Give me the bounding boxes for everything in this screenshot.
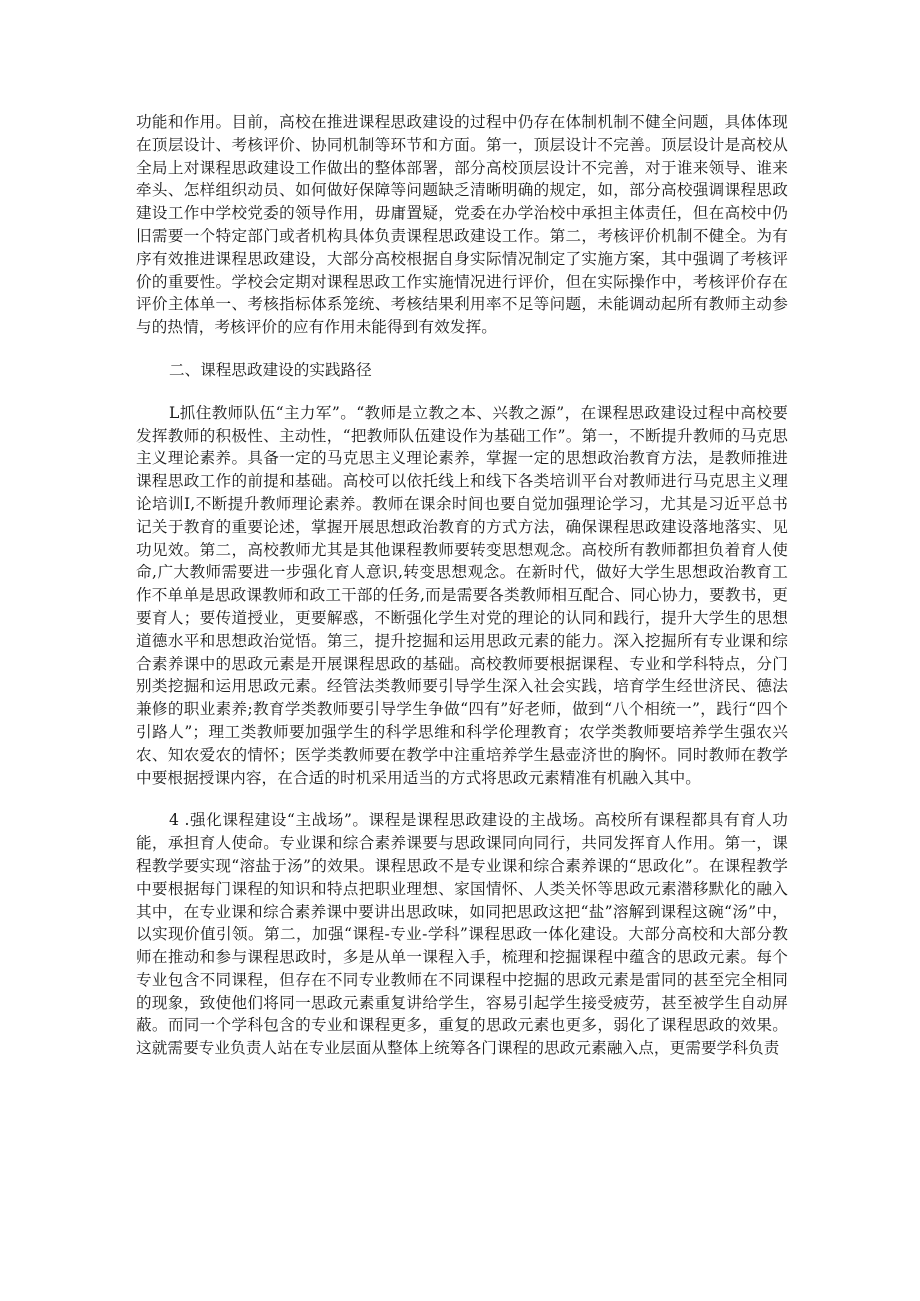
paragraph-spacer bbox=[136, 789, 788, 809]
paragraph-spacer bbox=[136, 339, 788, 359]
document-body bbox=[136, 111, 788, 1060]
paragraph-intro: 功能和作用。目前，高校在推进课程思政建设的过程中仍存在体制机制不健全问题，具体体现在顶层设计、考核评价、协同机制等环节和方面。第一，顶层设计不完善。顶层设计是高校从全局上对课程思政建设工作做出的整体部署，部分高校顶层设计不完善，对于谁来领导、谁来牵头、怎样组织动员、如何做好保障等问题缺乏清晰明确的规定，如，部分高校强调课程思政建设工作中学校党委的领导作用，毋庸置疑，党委在办学治校中承担主体责任，但在高校中仍旧需要一个特定部门或者机构具体负责课程思政建设工作。第二，考核评价机制不健全。为有序有效推进课程思政建设，大部分高校根据自身实际情况制定了实施方案，其中强调了考核评价的重要性。学校会定期对课程思政工作实施情况进行评价，但在实际操作中，考核评价存在评价主体单一、考核指标体系笼统、考核结果利用率不足等问题，未能调动起所有教师主动参与的热情，考核评价的应有作用未能得到有效发挥。 bbox=[136, 113, 788, 337]
paragraph-teachers: L抓住教师队伍“主力军”。“教师是立教之本、兴教之源”，在课程思政建设过程中高校要发挥教师的积极性、主动性，“把教师队伍建设作为基础工作”。第一，不断提升教师的马克思主义理论素养。具备一定的马克思主义理论素养，掌握一定的思想政治教育方法，是教师推进课程思政工作的前提和基础。高校可以依托线上和线下各类培训平台对教师进行马克思主义理论培训I,不断提升教师理论素养。教师在课余时间也要自觉加强理论学习，尤其是习近平总书记关于教育的重要论述，掌握开展思想政治教育的方式方法，确保课程思政建设落地落实、见功见效。第二，高校教师尤其是其他课程教师要转变思想观念。高校所有教师都担负着育人使命,广大教师需要进一步强化育人意识,转变思想观念。在新时代，做好大学生思想政治教育工作不单单是思政课教师和政工干部的任务,而是需要各类教师相互配合、同心协力，要教书，更要育人；要传道授业，更要解惑，不断强化学生对党的理论的认同和践行，提升大学生的思想道德水平和思想政治觉悟。第三，提升挖掘和运用思政元素的能力。深入挖掘所有专业课和综合素养课中的思政元素是开展课程思政的基础。高校教师要根据课程、专业和学科特点，分门别类挖掘和运用思政元素。经管法类教师要引导学生深入社会实践，培育学生经世济民、德法兼修的职业素养;教育学类教师要引导学生争做“四有”好老师，做到“八个相统一”，践行“四个引路人”；理工类教师要加强学生的科学思维和科学伦理教育；农学类教师要培养学生强农兴农、知农爱农的情怀；医学类教师要在教学中注重培养学生悬壶济世的胸怀。同时教师在教学中要根据授课内容，在合适的时机采用适当的方式将思政元素精准有机融入其中。 bbox=[136, 403, 788, 787]
section-heading: 二、课程思政建设的实践路径 bbox=[169, 360, 372, 379]
paragraph-spacer bbox=[136, 382, 788, 402]
paragraph-courses: 4 .强化课程建设“主战场”。课程是课程思政建设的主战场。高校所有课程都具有育人功能，承担育人使命。专业课和综合素养课要与思政课同向同行，共同发挥育人作用。第一，课程教学要实现“溶盐于汤”的效果。课程思政不是专业课和综合素养课的“思政化”。在课程教学中要根据每门课程的知识和特点把职业理想、家国情怀、人类关怀等思政元素潜移默化的融入其中，在专业课和综合素养课中要讲出思政味，如同把思政这把“盐”溶解到课程这碗“汤”中，以实现价值引领。第二，加强“课程-专业-学科”课程思政一体化建设。大部分高校和大部分教师在推动和参与课程思政时，多是从单一课程入手，梳理和挖掘课程中蕴含的思政元素。每个专业包含不同课程，但存在不同专业教师在不同课程中挖掘的思政元素是雷同的甚至完全相同的现象，致使他们将同一思政元素重复讲给学生，容易引起学生接受疲劳，甚至被学生自动屏蔽。而同一个学科包含的专业和课程更多，重复的思政元素也更多，弱化了课程思政的效果。这就需要专业负责人站在专业层面从整体上统筹各门课程的思政元素融入点，更需要学科负责 bbox=[136, 811, 788, 1058]
